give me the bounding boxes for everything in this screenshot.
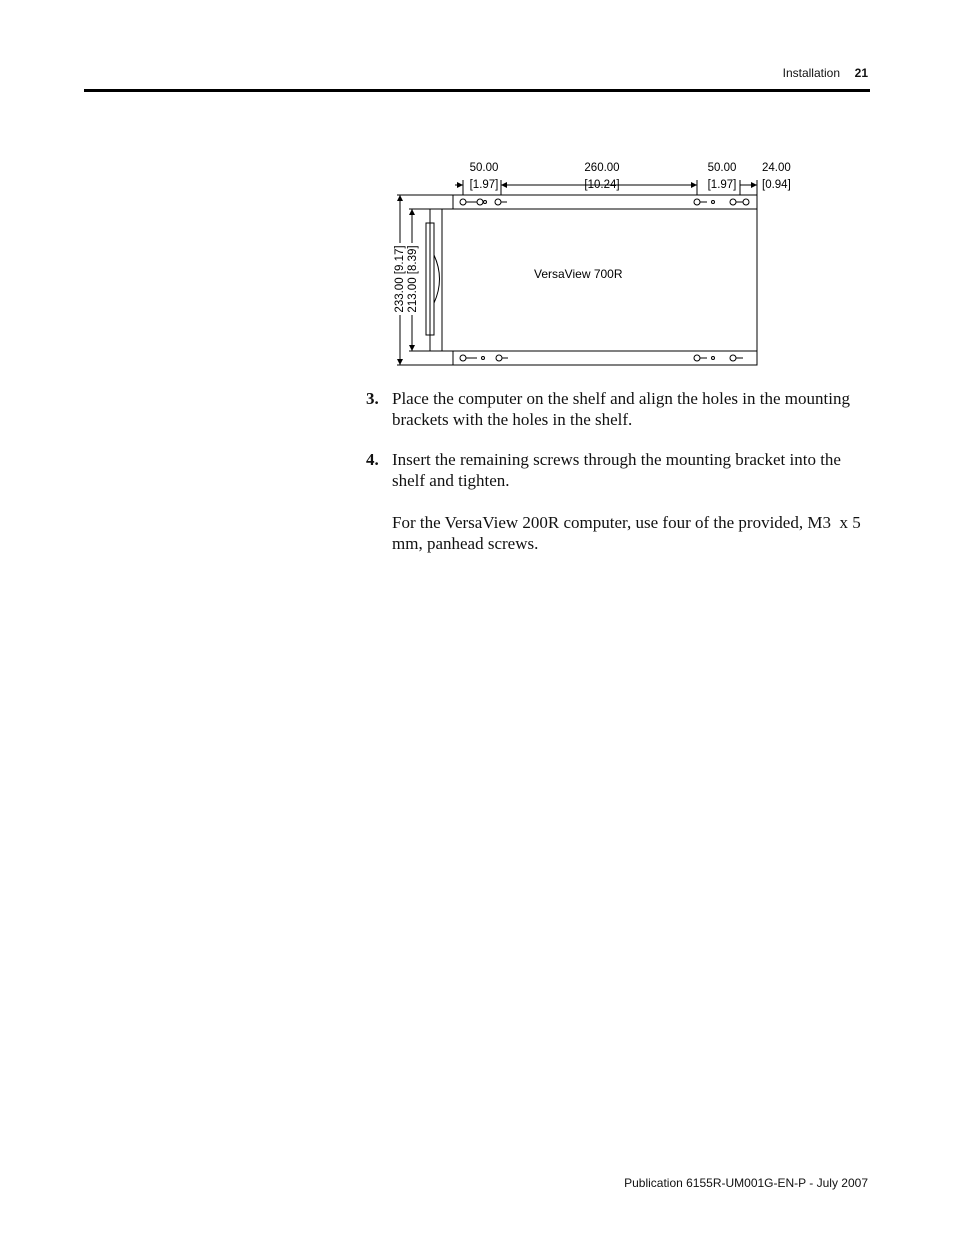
page-number: 21	[854, 66, 868, 80]
step-number: 4.	[366, 450, 379, 469]
bottom-slot-left	[460, 355, 508, 361]
bottom-slot-right	[694, 355, 743, 361]
bezel-handle	[434, 255, 440, 303]
dim-label-in: [10.24]	[584, 179, 620, 191]
dim-label-in: [1.97]	[707, 179, 737, 191]
running-header-section: Installation	[782, 66, 840, 80]
dim-label-mm: 24.00	[762, 162, 791, 174]
side-dim-chassis-height: 213.00 [8.39]	[407, 245, 419, 313]
dim-label-mm: 260.00	[584, 162, 620, 174]
top-slot-left	[460, 199, 507, 205]
product-label: VersaView 700R	[534, 267, 623, 281]
header-rule	[84, 89, 870, 92]
step-3	[366, 388, 866, 430]
publication-footer: Publication 6155R-UM001G-EN-P - July 2007	[624, 1176, 868, 1190]
mounting-dimension-figure	[385, 155, 805, 375]
dimension-drawing	[385, 155, 805, 375]
side-dim-overall-height: 233.00 [9.17]	[394, 245, 406, 313]
dim-label-in: [0.94]	[762, 179, 791, 191]
top-slot-right	[694, 199, 749, 205]
procedure-steps	[366, 388, 866, 573]
dim-label-in: [1.97]	[469, 179, 499, 191]
step-text: Place the computer on the shelf and align the holes in the mounting brackets with the holes in the shelf.	[392, 389, 850, 429]
dim-label-mm: 50.00	[469, 162, 499, 174]
step-number: 3.	[366, 389, 379, 408]
dim-label-mm: 50.00	[707, 162, 737, 174]
step-text: Insert the remaining screws through the mounting bracket into the shelf and tighten.	[392, 450, 841, 490]
step-note: For the VersaView 200R computer, use four of the provided, M3 x 5 mm, panhead screws.	[392, 513, 865, 553]
step-4	[366, 449, 866, 554]
